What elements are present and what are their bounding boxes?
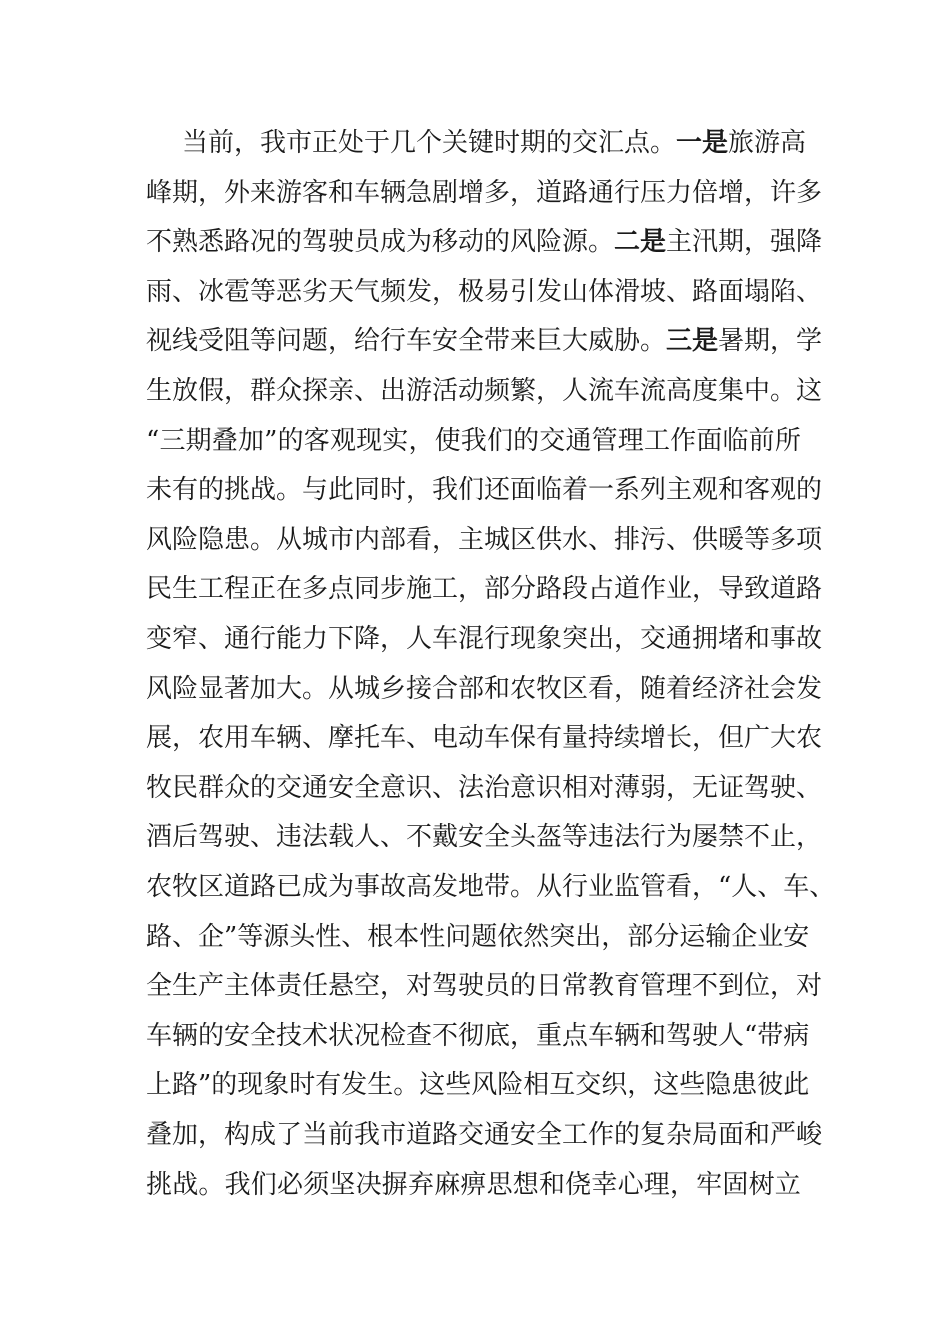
text-segment: 旅游高 [728,128,807,158]
text-line [146,713,822,763]
text-segment: 风险隐患。从城市内部看，主城区供水、排污、供暖等多项 [146,524,823,555]
text-line [146,763,822,813]
text-segment: 全生产主体责任悬空，对驾驶员的日常教育管理不到位，对 [146,971,823,1002]
text-segment: 风险显著加大。从城乡接合部和农牧区看，随着经济社会发 [146,673,823,704]
text-line [182,118,806,168]
text-segment: 未有的挑战。与此同时，我们还面临着一系列主观和客观的 [146,475,823,506]
text-segment: 展，农用车辆、摩托车、电动车保有量持续增长，但广大农 [146,723,823,754]
text-line [146,812,822,862]
text-segment: 主汛期，强降 [666,227,823,258]
text-segment: 牧民群众的交通安全意识、法治意识相对薄弱，无证驾驶、 [146,772,823,803]
text-line [146,515,822,565]
text-segment: 叠加，构成了当前我市道路交通安全工作的复杂局面和严峻 [146,1120,823,1150]
text-line [146,366,822,416]
text-segment: 雨、冰雹等恶劣天气频发，极易引发山体滑坡、路面塌陷、 [146,276,823,307]
text-segment: 暑期，学 [718,326,823,357]
text-line [146,168,822,218]
text-line [146,465,822,515]
text-segment: 不熟悉路况的驾驶员成为移动的风险源。 [146,227,615,258]
text-line [146,862,835,912]
text-segment: 挑战。我们必须坚决摒弃麻痹思想和侥幸心理，牢固树立 [146,1169,801,1200]
emphasis-marker: 一是 [676,128,729,158]
text-line [146,664,822,714]
text-line [146,267,822,317]
text-line [146,564,822,614]
text-segment: 上路”的现象时有发生。这些风险相互交织，这些隐患彼此 [146,1070,810,1101]
text-line [146,1160,801,1210]
text-segment: 变窄、通行能力下降，人车混行现象突出，交通拥堵和事故 [146,624,823,654]
text-segment: 路、企”等源头性、根本性问题依然突出，部分运输企业安 [146,921,810,952]
text-line [146,1011,809,1061]
text-line [146,1110,822,1160]
text-segment: 生放假，群众探亲、出游活动频繁，人流车流高度集中。这 [146,376,823,406]
text-line [146,217,822,267]
text-segment: 农牧区道路已成为事故高发地带。从行业监管看，“人、车、 [146,872,836,902]
emphasis-marker: 三是 [666,326,719,357]
text-line [146,912,809,962]
text-line [146,316,822,366]
text-line [146,1060,809,1110]
text-line [146,614,822,664]
text-segment: “三期叠加”的客观现实，使我们的交通管理工作面临前所 [146,425,801,456]
text-segment: 酒后驾驶、违法载人、不戴安全头盔等违法行为屡禁不止， [146,822,823,853]
text-line [146,416,801,466]
text-segment: 车辆的安全技术状况检查不彻底，重点车辆和驾驶人“带病 [146,1020,810,1051]
text-segment: 民生工程正在多点同步施工，部分路段占道作业，导致道路 [146,574,823,605]
emphasis-marker: 二是 [614,227,667,258]
text-line [146,961,822,1011]
text-segment: 峰期，外来游客和车辆急剧增多，道路通行压力倍增，许多 [146,177,823,208]
text-segment: 当前，我市正处于几个关键时期的交汇点。 [182,128,677,158]
text-segment: 视线受阻等问题，给行车安全带来巨大威胁。 [146,326,667,357]
